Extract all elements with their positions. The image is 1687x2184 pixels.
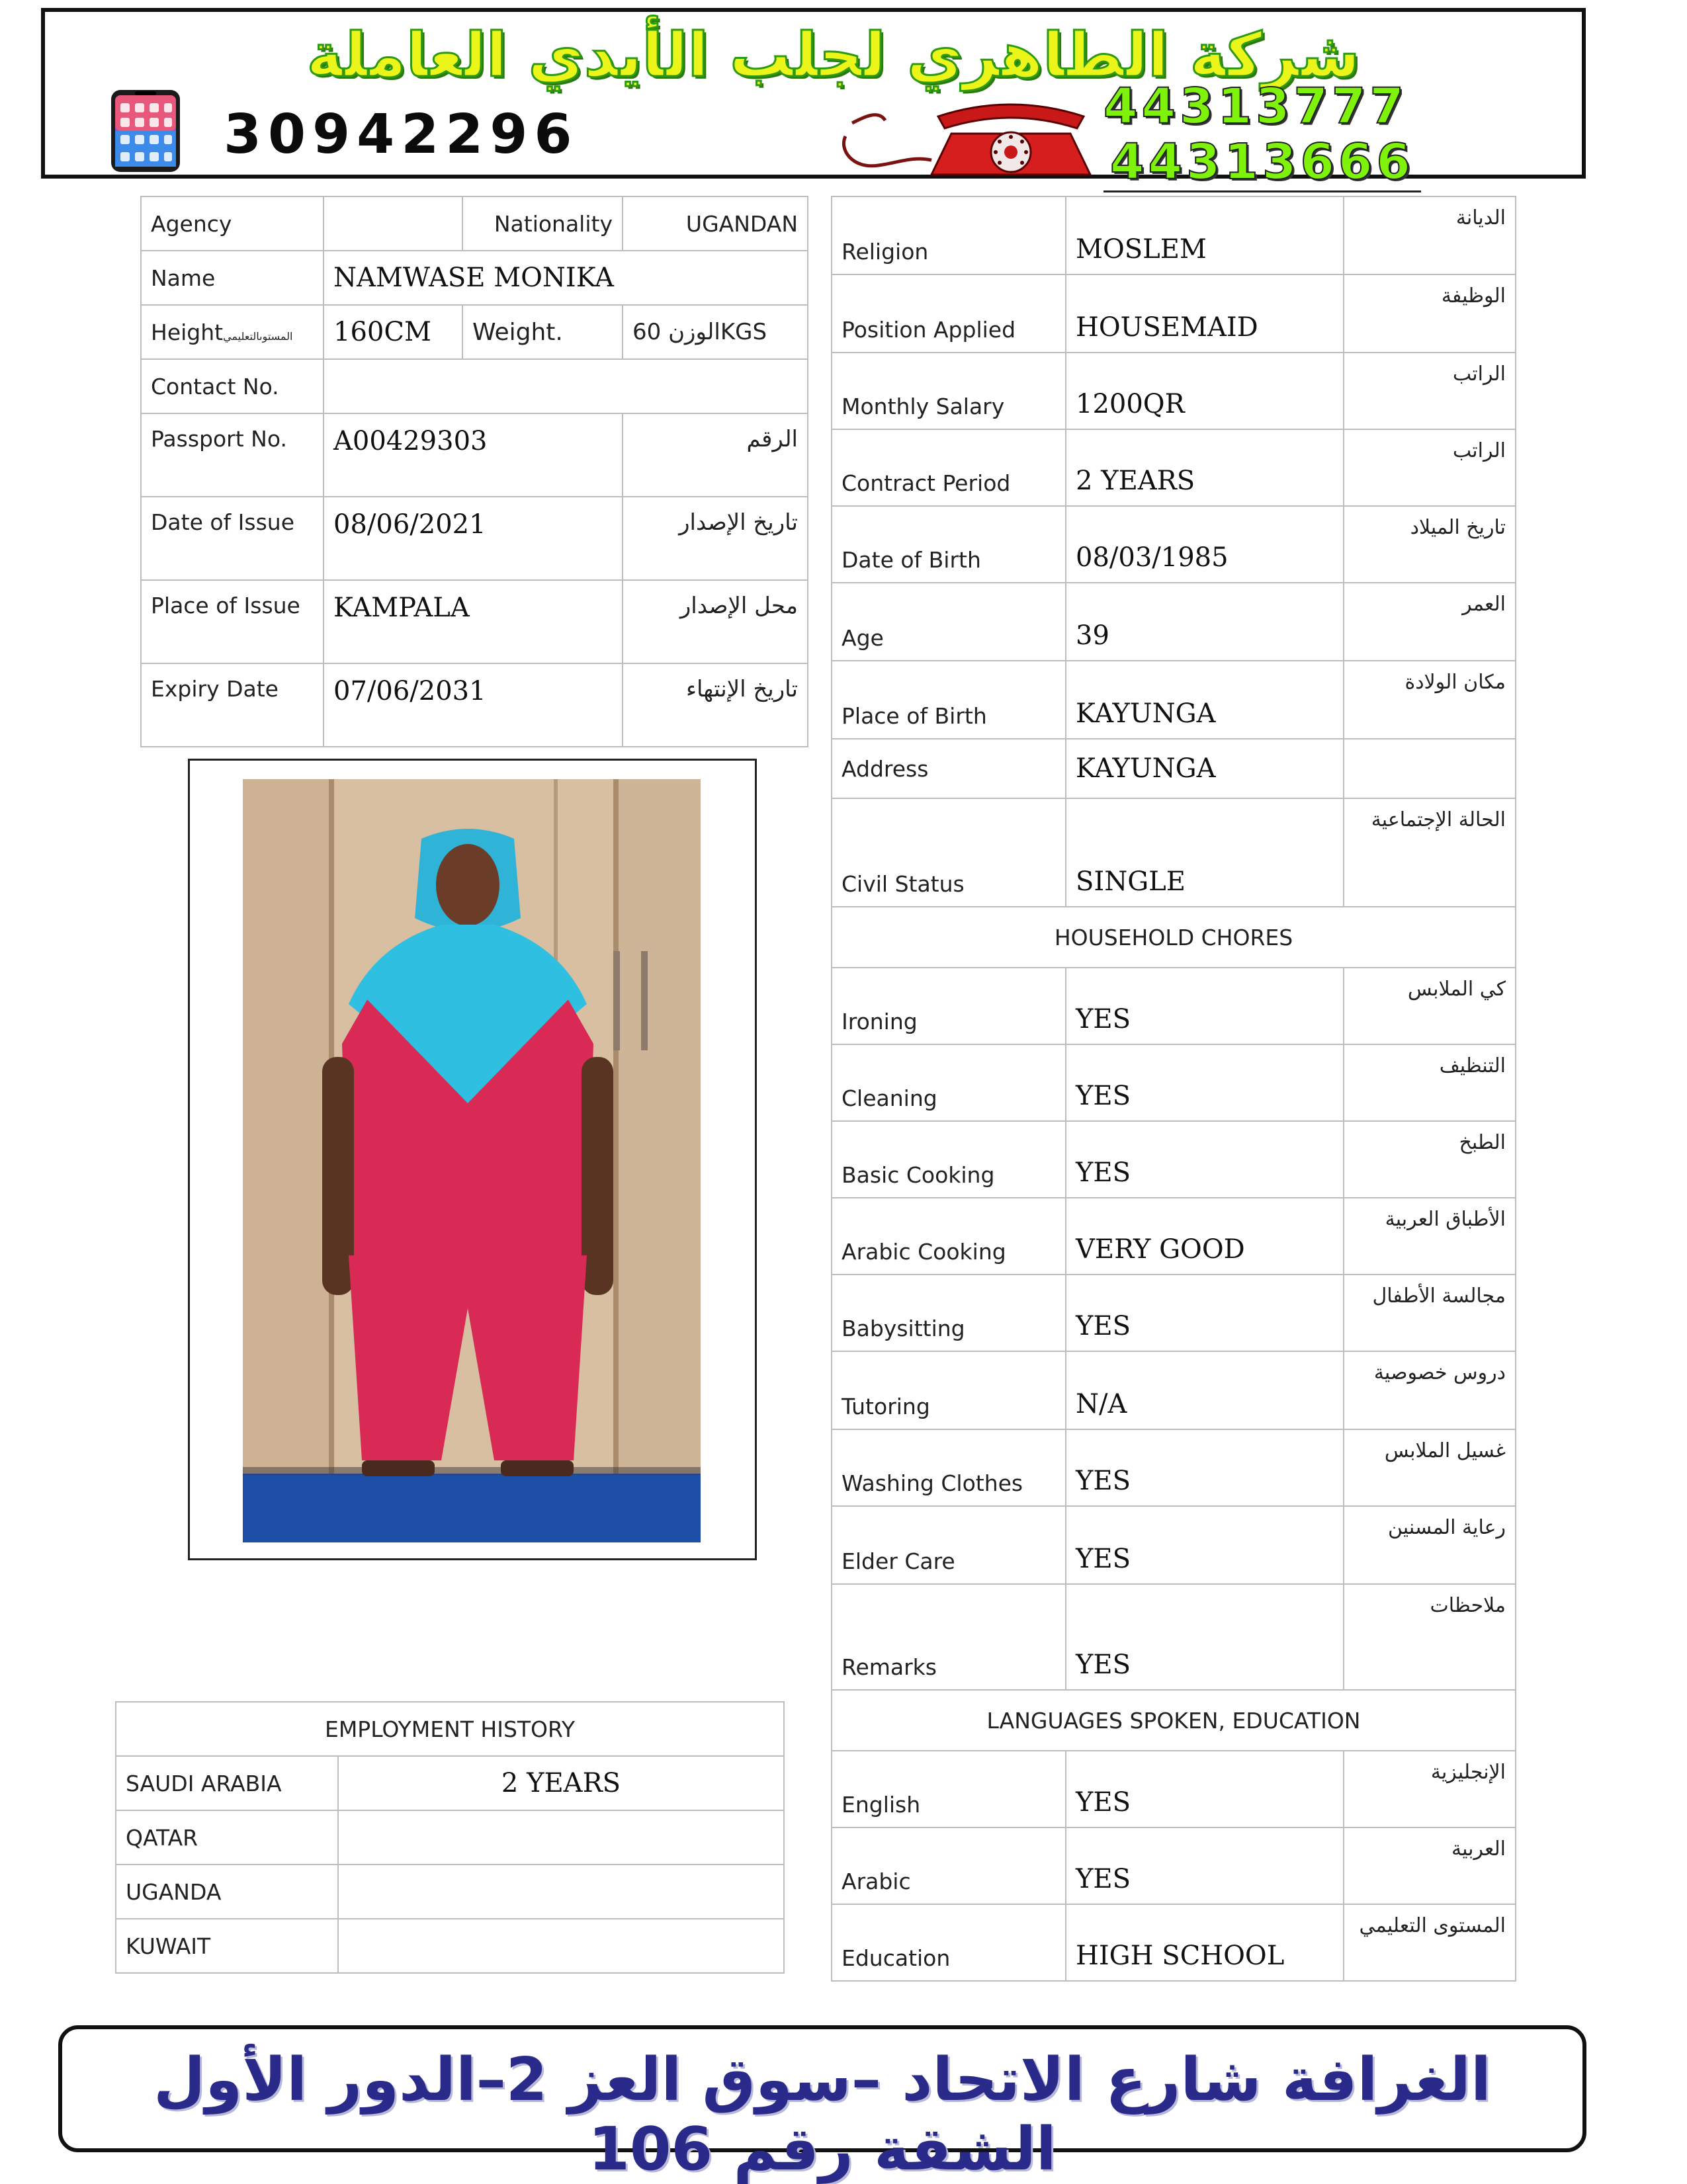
detail-label: Address [832, 739, 1066, 798]
detail-label: Arabic Cooking [832, 1198, 1066, 1275]
issue-date-label: Date of Issue [141, 497, 324, 580]
weight-label: Weight. [462, 305, 623, 359]
issue-date-arabic: تاريخ الإصدار [623, 497, 808, 580]
detail-arabic-label: مكان الولادة [1344, 661, 1516, 739]
height-value: 160CM [324, 305, 462, 359]
detail-value: 1200QR [1066, 353, 1344, 429]
detail-value: YES [1066, 1275, 1344, 1351]
candidate-photo [243, 779, 701, 1542]
detail-label: Elder Care [832, 1506, 1066, 1584]
detail-label: Basic Cooking [832, 1121, 1066, 1198]
header-banner [41, 8, 1586, 190]
detail-arabic-label: المستوى التعليمي [1344, 1904, 1516, 1981]
employment-header: EMPLOYMENT HISTORY [116, 1702, 784, 1756]
detail-value: HIGH SCHOOL [1066, 1904, 1344, 1981]
detail-value: YES [1066, 1506, 1344, 1584]
detail-label: Position Applied [832, 274, 1066, 353]
details-row [832, 583, 1516, 661]
footer-address-banner [58, 2025, 1586, 2184]
detail-arabic-label: العمر [1344, 583, 1516, 661]
employment-row [116, 1865, 784, 1919]
detail-arabic-label: الحالة الإجتماعية [1344, 798, 1516, 907]
detail-label: Monthly Salary [832, 353, 1066, 429]
detail-label: Education [832, 1904, 1066, 1981]
details-row [832, 1584, 1516, 1690]
detail-label: Arabic [832, 1827, 1066, 1904]
detail-arabic-label: تاريخ الميلاد [1344, 506, 1516, 583]
detail-arabic-label: الديانة [1344, 196, 1516, 274]
nationality-label: Nationality [462, 196, 623, 251]
detail-label: Contract Period [832, 429, 1066, 506]
details-row [832, 798, 1516, 907]
detail-value: YES [1066, 1751, 1344, 1827]
height-label: Height [151, 319, 224, 345]
detail-arabic-label: مجالسة الأطفال [1344, 1275, 1516, 1351]
detail-value: 08/03/1985 [1066, 506, 1344, 583]
details-row [832, 739, 1516, 798]
personal-info-table [140, 196, 808, 747]
detail-label: Cleaning [832, 1044, 1066, 1121]
detail-label: Washing Clothes [832, 1429, 1066, 1506]
passport-label: Passport No. [141, 413, 324, 497]
employment-row [116, 1756, 784, 1810]
agency-label: Agency [141, 196, 324, 251]
detail-arabic-label: ملاحظات [1344, 1584, 1516, 1690]
details-row [832, 1121, 1516, 1198]
detail-arabic-label: الوظيفة [1344, 274, 1516, 353]
detail-label: Civil Status [832, 798, 1066, 907]
detail-value: YES [1066, 1429, 1344, 1506]
nationality-value: UGANDAN [623, 196, 808, 251]
detail-value: 39 [1066, 583, 1344, 661]
detail-value: YES [1066, 1121, 1344, 1198]
passport-value: A00429303 [324, 413, 623, 497]
employment-row [116, 1810, 784, 1865]
passport-arabic: الرقم [623, 413, 808, 497]
employment-country: QATAR [116, 1810, 338, 1865]
weight-value: 60 الوزنKGS [623, 305, 808, 359]
issue-date-value: 08/06/2021 [324, 497, 623, 580]
name-value: NAMWASE MONIKA [324, 251, 808, 305]
details-row [832, 1351, 1516, 1429]
details-body [832, 196, 1516, 1981]
candidate-details-table [831, 196, 1516, 1982]
detail-value: MOSLEM [1066, 196, 1344, 274]
detail-value: YES [1066, 1584, 1344, 1690]
detail-label: Religion [832, 196, 1066, 274]
details-row [832, 429, 1516, 506]
detail-arabic-label: غسيل الملابس [1344, 1429, 1516, 1506]
employment-body [116, 1756, 784, 1973]
detail-value: SINGLE [1066, 798, 1344, 907]
detail-arabic-label: الراتب [1344, 429, 1516, 506]
detail-value: YES [1066, 968, 1344, 1044]
household-chores-header-row [832, 907, 1516, 968]
details-row [832, 968, 1516, 1044]
issue-place-value: KAMPALA [324, 580, 623, 663]
landline-number-2: 44313666 [1103, 134, 1421, 192]
detail-arabic-label: دروس خصوصية [1344, 1351, 1516, 1429]
landline-number-1: 44313777 [1103, 78, 1408, 135]
detail-arabic-label [1344, 739, 1516, 798]
height-label-cell [141, 305, 324, 359]
details-row [832, 353, 1516, 429]
expiry-label: Expiry Date [141, 663, 324, 747]
detail-value: YES [1066, 1827, 1344, 1904]
detail-value: KAYUNGA [1066, 661, 1344, 739]
employment-country: KUWAIT [116, 1919, 338, 1973]
details-row [832, 1751, 1516, 1827]
issue-place-label: Place of Issue [141, 580, 324, 663]
detail-value: VERY GOOD [1066, 1198, 1344, 1275]
details-row [832, 1904, 1516, 1981]
issue-place-arabic: محل الإصدار [623, 580, 808, 663]
expiry-arabic: تاريخ الإنتهاء [623, 663, 808, 747]
details-row [832, 506, 1516, 583]
detail-label: Date of Birth [832, 506, 1066, 583]
detail-value: N/A [1066, 1351, 1344, 1429]
employment-duration [338, 1865, 784, 1919]
employment-history-table [115, 1701, 785, 1974]
detail-arabic-label: العربية [1344, 1827, 1516, 1904]
household-chores-header: HOUSEHOLD CHORES [832, 907, 1516, 968]
employment-country: SAUDI ARABIA [116, 1756, 338, 1810]
agency-value [324, 196, 462, 251]
detail-arabic-label: الراتب [1344, 353, 1516, 429]
detail-label: Remarks [832, 1584, 1066, 1690]
detail-arabic-label: كي الملابس [1344, 968, 1516, 1044]
detail-arabic-label: الإنجليزية [1344, 1751, 1516, 1827]
contact-value [324, 359, 808, 413]
detail-label: Ironing [832, 968, 1066, 1044]
detail-arabic-label: التنظيف [1344, 1044, 1516, 1121]
detail-label: Age [832, 583, 1066, 661]
languages-header-row [832, 1690, 1516, 1751]
detail-value: YES [1066, 1044, 1344, 1121]
details-row [832, 274, 1516, 353]
detail-label: English [832, 1751, 1066, 1827]
expiry-value: 07/06/2031 [324, 663, 623, 747]
detail-value: 2 YEARS [1066, 429, 1344, 506]
contact-label: Contact No. [141, 359, 324, 413]
details-row [832, 196, 1516, 274]
detail-arabic-label: رعاية المسنين [1344, 1506, 1516, 1584]
employment-duration: 2 YEARS [338, 1756, 784, 1810]
languages-header: LANGUAGES SPOKEN, EDUCATION [832, 1690, 1516, 1751]
telephone-icon [839, 97, 1110, 179]
detail-label: Place of Birth [832, 661, 1066, 739]
detail-value: KAYUNGA [1066, 739, 1344, 798]
employment-duration [338, 1810, 784, 1865]
detail-arabic-label: الأطباق العربية [1344, 1198, 1516, 1275]
details-row [832, 1429, 1516, 1506]
name-label: Name [141, 251, 324, 305]
mobile-number: 30942296 [224, 103, 579, 166]
detail-label: Babysitting [832, 1275, 1066, 1351]
details-row [832, 1275, 1516, 1351]
detail-label: Tutoring [832, 1351, 1066, 1429]
detail-arabic-label: الطبخ [1344, 1121, 1516, 1198]
details-row [832, 661, 1516, 739]
smartphone-icon [106, 89, 185, 173]
employment-country: UGANDA [116, 1865, 338, 1919]
details-row [832, 1827, 1516, 1904]
candidate-photo-frame [188, 759, 757, 1560]
company-name: شركة الطاهري لجلب الأيدي العاملة [306, 20, 1360, 91]
employment-row [116, 1919, 784, 1973]
employment-duration [338, 1919, 784, 1973]
details-row [832, 1044, 1516, 1121]
details-row [832, 1198, 1516, 1275]
detail-value: HOUSEMAID [1066, 274, 1344, 353]
details-row [832, 1506, 1516, 1584]
office-address: الغرافة شارع الاتحاد –سوق العز 2–الدور الأول الشقة رقم 106 [153, 2045, 1491, 2184]
height-small-arabic: المستوىالتعليمي [223, 329, 293, 343]
